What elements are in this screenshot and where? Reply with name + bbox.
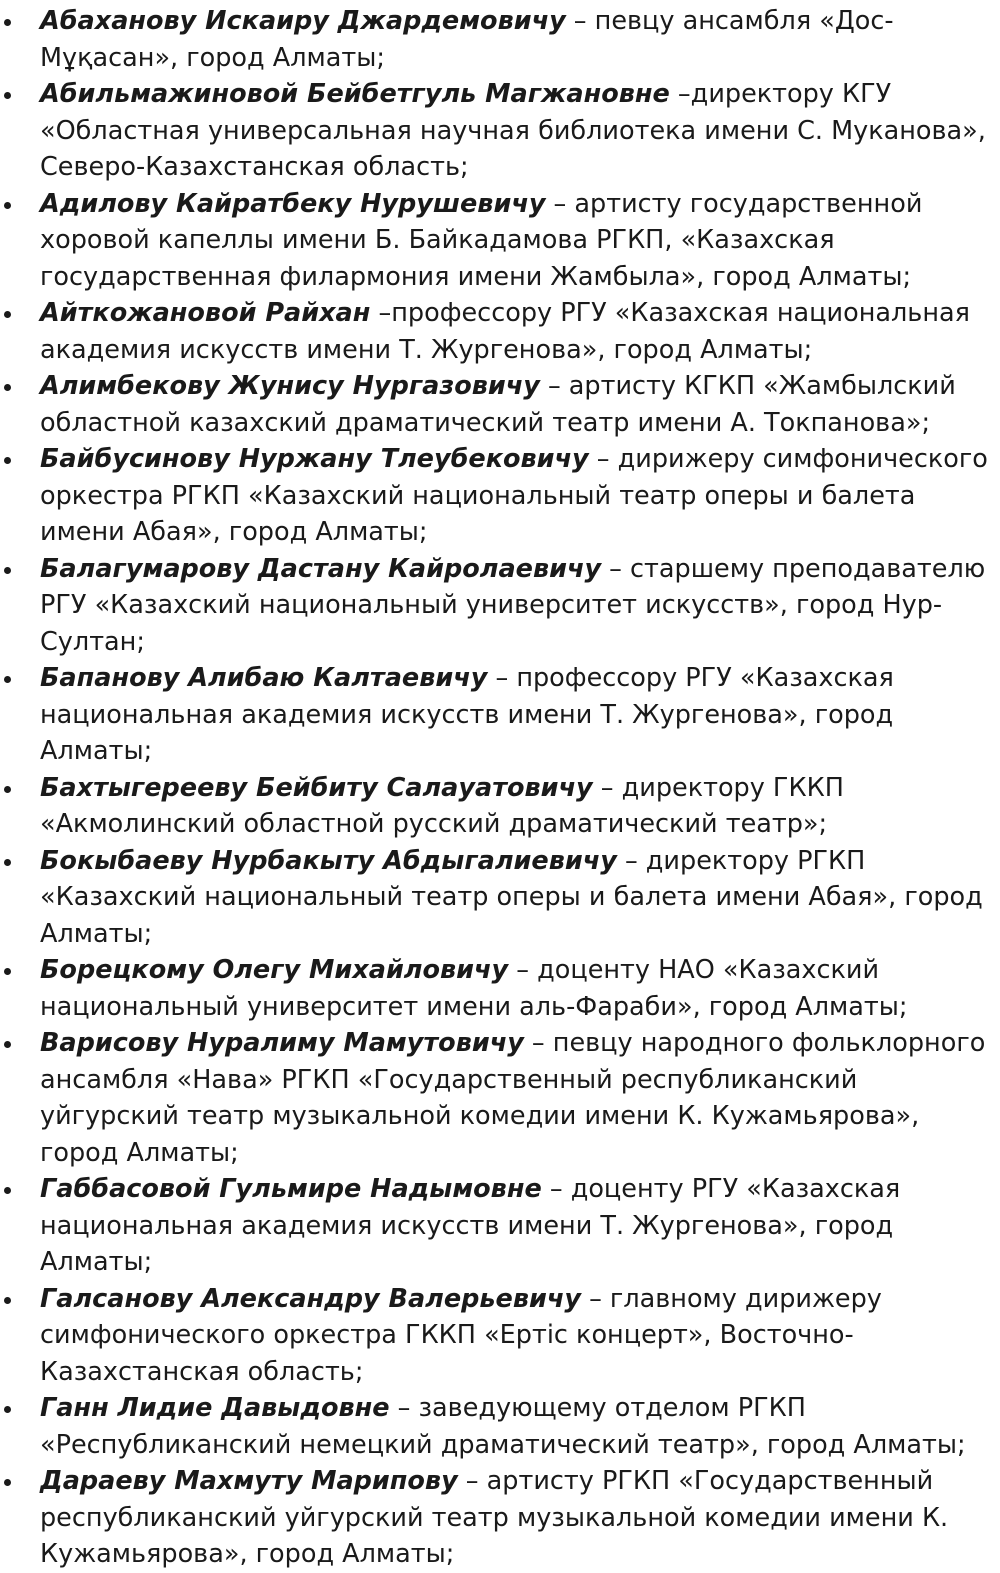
recipient-description: – доценту РГУ «Казахская национальная академия искусств имени Т. Жургенова», город Алматы; (40, 1174, 901, 1277)
recipient-description: –профессору РГУ «Казахская национальная академия искусств имени Т. Жургенова», город Алматы; (40, 298, 970, 365)
recipient-name: Борецкому Олегу Михайловичу (40, 955, 509, 985)
bullet-icon (4, 384, 11, 391)
bullet-icon (4, 1479, 11, 1486)
list-item (40, 1171, 995, 1281)
bullet-icon (4, 311, 11, 318)
recipient-name: Бахтыгерееву Бейбиту Салауатовичу (40, 772, 593, 803)
recipient-description: – профессору РГУ «Казахская национальная академия искусств имени Т. Жургенова», город Алматы; (40, 663, 894, 766)
recipient-description: –директору КГУ «Областная универсальная научная библиотека имени С. Муканова», Северо-Казахстанская область; (40, 79, 986, 182)
recipient-description: – старшему преподавателю РГУ «Казахский национальный университет искусств», город Нур-Султан; (40, 553, 986, 657)
list-item (40, 660, 995, 770)
bullet-icon (4, 968, 11, 975)
bullet-icon (4, 1187, 11, 1194)
recipient-name: Бапанову Алибаю Калтаевичу (40, 663, 488, 693)
list-item (40, 770, 995, 843)
recipient-description: – директору ГККП «Акмолинский областной русский драматический театр»; (40, 772, 844, 839)
list-item (40, 1463, 995, 1573)
list-item (40, 843, 995, 953)
list-item (40, 186, 995, 296)
bullet-icon (4, 1406, 11, 1413)
list-item (40, 76, 995, 186)
list-item (40, 1390, 995, 1463)
bullet-icon (4, 1297, 11, 1304)
recipient-description: – артисту государственной хоровой капеллы имени Б. Байкадамова РГКП, «Казахская государственная филармония имени Жамбыла», город Алматы; (40, 188, 923, 292)
recipient-description: – директору РГКП «Казахский национальный театр оперы и балета имени Абая», город Алматы; (40, 845, 983, 949)
recipient-description: – певцу ансамбля «Дос-Мұқасан», город Алматы; (40, 6, 894, 73)
bullet-icon (4, 567, 11, 574)
bullet-icon (4, 202, 11, 209)
bullet-icon (4, 19, 11, 26)
bullet-icon (4, 457, 11, 464)
list-item (40, 1025, 995, 1171)
award-list (0, 3, 995, 1573)
recipient-description: – заведующему отделом РГКП «Республиканский немецкий драматический театр», город Алматы; (40, 1393, 966, 1460)
recipient-name: Абильмажиновой Бейбетгуль Магжановне (40, 79, 670, 109)
recipient-name: Абаханову Искаиру Джардемовичу (40, 6, 566, 36)
bullet-icon (4, 676, 11, 683)
list-item (40, 1281, 995, 1391)
list-item (40, 368, 995, 441)
recipient-description: – артисту РГКП «Государственный республиканский уйгурский театр музыкальной комедии имени К. Кужамьярова», город Алматы; (40, 1466, 949, 1569)
bullet-icon (4, 859, 11, 866)
recipient-name: Адилову Кайратбеку Нурушевичу (40, 188, 546, 219)
list-item (40, 551, 995, 661)
recipient-description: – артисту КГКП «Жамбылский областной казахский драматический театр имени А. Токпанова»; (40, 371, 956, 438)
list-item (40, 952, 995, 1025)
recipient-description: – певцу народного фольклорного ансамбля «Нава» РГКП «Государственный республиканский уйгурский театр музыкальной комедии имени К. Кужамьярова», город Алматы; (40, 1028, 986, 1168)
recipient-name: Балагумарову Дастану Кайролаевичу (40, 553, 602, 584)
recipient-name: Байбусинову Нуржану Тлеубековичу (40, 444, 589, 474)
recipient-description: – дирижеру симфонического оркестра РГКП «Казахский национальный театр оперы и балета имени Абая», город Алматы; (40, 444, 988, 547)
recipient-name: Дараеву Махмуту Марипову (40, 1466, 458, 1496)
bullet-icon (4, 1041, 11, 1048)
recipient-name: Алимбекову Жунису Нургазовичу (40, 371, 540, 401)
list-item (40, 441, 995, 551)
recipient-name: Айткожановой Райхан (40, 298, 371, 328)
list-item (40, 295, 995, 368)
recipient-name: Варисову Нуралиму Мамутовичу (40, 1028, 524, 1058)
list-item (40, 3, 995, 76)
recipient-description: – главному дирижеру симфонического оркестра ГККП «Ертіс концерт», Восточно-Казахстанская область; (40, 1283, 882, 1387)
recipient-name: Габбасовой Гульмире Надымовне (40, 1174, 542, 1204)
recipient-name: Ганн Лидие Давыдовне (40, 1393, 390, 1423)
recipient-name: Галсанову Александру Валерьевичу (40, 1283, 581, 1314)
bullet-icon (4, 92, 11, 99)
recipient-name: Бокыбаеву Нурбакыту Абдыгалиевичу (40, 845, 617, 876)
recipient-description: – доценту НАО «Казахский национальный университет имени аль-Фараби», город Алматы; (40, 955, 908, 1022)
bullet-icon (4, 786, 11, 793)
